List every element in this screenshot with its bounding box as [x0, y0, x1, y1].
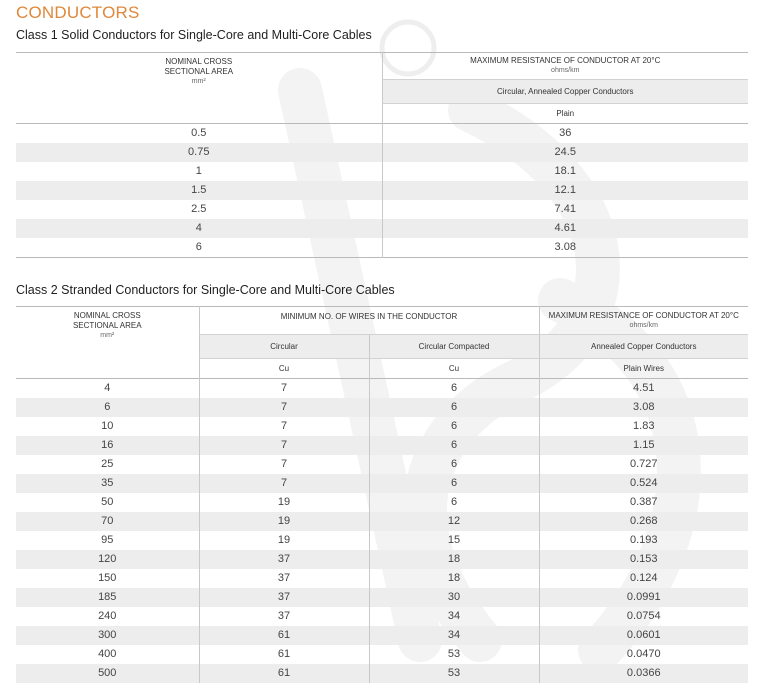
class2-cell-compacted-wires: 12: [369, 512, 539, 531]
class2-table-body: [16, 379, 748, 684]
class2-cell-resistance: 0.727: [539, 455, 748, 474]
class2-cell-resistance: 3.08: [539, 398, 748, 417]
class1-finish-header: Plain: [382, 104, 748, 124]
class2-cell-resistance: 0.0601: [539, 626, 748, 645]
class2-cell-resistance: 4.51: [539, 379, 748, 399]
class2-table-row: [16, 626, 748, 645]
class2-cell-area: 6: [16, 398, 199, 417]
class2-finish-header: Plain Wires: [539, 359, 748, 379]
class2-resistance-header: [539, 307, 748, 335]
class1-cell-area: 1.5: [16, 181, 382, 200]
class2-cu-header-compacted: Cu: [369, 359, 539, 379]
class2-min-wires-header: MINIMUM NO. OF WIRES IN THE CONDUCTOR: [199, 307, 539, 335]
class2-cell-resistance: 0.387: [539, 493, 748, 512]
class2-circular-header: Circular: [199, 335, 369, 359]
class1-cell-resistance: 24.5: [382, 143, 748, 162]
class2-cell-compacted-wires: 30: [369, 588, 539, 607]
class2-cell-compacted-wires: 15: [369, 531, 539, 550]
class2-table-row: [16, 379, 748, 399]
class1-cell-area: 1: [195, 165, 202, 177]
class2-cell-area: 4: [104, 382, 111, 394]
class2-circular-compacted-header: Circular Compacted: [369, 335, 539, 359]
class1-title: Class 1 Solid Conductors for Single-Core and Multi-Core Cables: [16, 28, 372, 42]
class2-table-row: [16, 607, 748, 626]
class1-cell-resistance: 7.41: [382, 200, 748, 219]
class2-cell-circular-wires: 7: [199, 474, 369, 493]
class1-cell-resistance: 18.1: [382, 162, 748, 181]
class2-cell-circular-wires: 61: [199, 626, 369, 645]
class2-cell-compacted-wires: 6: [369, 379, 539, 399]
page-title: CONDUCTORS: [16, 3, 140, 22]
class2-cell-circular-wires: 7: [199, 379, 369, 399]
class2-table-row: [16, 493, 748, 512]
class1-table-row: [16, 143, 748, 162]
class2-title: Class 2 Stranded Conductors for Single-Core and Multi-Core Cables: [16, 283, 395, 297]
class2-table: [16, 306, 748, 683]
class2-cu-header-circular: Cu: [199, 359, 369, 379]
class2-cell-area: 120: [16, 550, 199, 569]
class2-resistance-header-label: MAXIMUM RESISTANCE OF CONDUCTOR AT 20°C: [548, 310, 739, 320]
class1-cell-resistance: 4.61: [382, 219, 748, 238]
class2-cell-area: 50: [101, 496, 114, 508]
class2-cell-area: 95: [101, 534, 114, 546]
class1-table-row: [16, 200, 748, 219]
class2-cell-compacted-wires: 6: [369, 436, 539, 455]
class2-table-row: [16, 531, 748, 550]
class2-cell-area: 185: [16, 588, 199, 607]
class1-table-row: [16, 219, 748, 238]
class2-cell-resistance: 0.0991: [539, 588, 748, 607]
class2-cell-area: 150: [98, 572, 117, 584]
class2-area-header: [16, 307, 199, 379]
class2-cell-circular-wires: 37: [199, 607, 369, 626]
class2-cell-circular-wires: 7: [199, 455, 369, 474]
class2-cell-resistance: 0.153: [539, 550, 748, 569]
class2-cell-resistance: 1.83: [539, 417, 748, 436]
class2-cell-resistance: 0.124: [539, 569, 748, 588]
class2-cell-area: 16: [16, 436, 199, 455]
class2-cell-circular-wires: 61: [199, 645, 369, 664]
class2-table-row: [16, 512, 748, 531]
class1-table: [16, 52, 748, 258]
class2-area-unit: mm²: [100, 332, 115, 339]
class1-cell-area: 0.5: [191, 127, 207, 139]
class2-cell-compacted-wires: 6: [369, 474, 539, 493]
class2-table-row: [16, 417, 748, 436]
class2-cell-compacted-wires: 34: [369, 626, 539, 645]
class2-cell-circular-wires: 7: [199, 436, 369, 455]
class2-cell-resistance: 0.0366: [539, 664, 748, 683]
class2-table-row: [16, 398, 748, 417]
class1-cell-resistance: 36: [382, 124, 748, 144]
class2-cell-resistance: 0.193: [539, 531, 748, 550]
class1-resistance-header-label: MAXIMUM RESISTANCE OF CONDUCTOR AT 20°C: [470, 56, 661, 65]
class2-cell-compacted-wires: 6: [369, 398, 539, 417]
class2-cell-resistance: 0.0470: [539, 645, 748, 664]
class2-table-row: [16, 588, 748, 607]
class2-cell-area: 500: [16, 664, 199, 683]
class2-cell-area: 240: [98, 610, 117, 622]
class2-cell-circular-wires: 19: [199, 531, 369, 550]
class1-area-header: [16, 53, 382, 124]
class2-cell-compacted-wires: 18: [369, 550, 539, 569]
class1-cell-resistance: 3.08: [382, 238, 748, 258]
class2-cell-compacted-wires: 6: [369, 455, 539, 474]
class1-resistance-unit: ohms/km: [551, 67, 580, 74]
class1-table-row: [16, 124, 748, 144]
class2-cell-circular-wires: 61: [199, 664, 369, 683]
class2-cell-circular-wires: 7: [199, 417, 369, 436]
class2-table-row: [16, 455, 748, 474]
class1-conductor-type-header: Circular, Annealed Copper Conductors: [382, 80, 748, 104]
class2-area-header-label: NOMINAL CROSS SECTIONAL AREA: [72, 311, 142, 330]
class2-cell-compacted-wires: 53: [369, 645, 539, 664]
class2-cell-compacted-wires: 34: [369, 607, 539, 626]
class2-cell-circular-wires: 37: [199, 550, 369, 569]
class2-cell-resistance: 0.268: [539, 512, 748, 531]
class2-cell-circular-wires: 37: [199, 588, 369, 607]
class2-cell-area: 35: [16, 474, 199, 493]
class1-area-header-label: NOMINAL CROSS SECTIONAL AREA: [164, 57, 234, 76]
class2-cell-area: 70: [16, 512, 199, 531]
class2-table-row: [16, 474, 748, 493]
class2-cell-compacted-wires: 18: [369, 569, 539, 588]
class2-cell-area: 10: [101, 420, 114, 432]
class1-cell-area: 6: [195, 241, 202, 253]
class2-table-row: [16, 645, 748, 664]
class2-cell-area: 25: [101, 458, 114, 470]
class2-conductor-type-header: Annealed Copper Conductors: [539, 335, 748, 359]
class2-cell-compacted-wires: 53: [369, 664, 539, 683]
class2-table-row: [16, 436, 748, 455]
class2-cell-resistance: 0.524: [539, 474, 748, 493]
class2-table-row: [16, 664, 748, 683]
class1-area-unit: mm²: [191, 78, 206, 85]
class2-cell-compacted-wires: 6: [369, 493, 539, 512]
class2-cell-compacted-wires: 6: [369, 417, 539, 436]
class1-table-row: [16, 238, 748, 258]
class2-table-row: [16, 569, 748, 588]
class2-cell-resistance: 0.0754: [539, 607, 748, 626]
class2-cell-resistance: 1.15: [539, 436, 748, 455]
class2-cell-circular-wires: 19: [199, 512, 369, 531]
class2-cell-circular-wires: 37: [199, 569, 369, 588]
class2-table-row: [16, 550, 748, 569]
class1-cell-resistance: 12.1: [382, 181, 748, 200]
class2-resistance-unit: ohms/km: [629, 321, 658, 329]
class1-table-row: [16, 181, 748, 200]
class1-table-row: [16, 162, 748, 181]
class1-cell-area: 0.75: [16, 143, 382, 162]
class2-cell-area: 300: [16, 626, 199, 645]
class1-cell-area: 4: [16, 219, 382, 238]
class1-resistance-header: [382, 53, 748, 80]
class2-cell-circular-wires: 7: [199, 398, 369, 417]
class2-cell-circular-wires: 19: [199, 493, 369, 512]
class2-cell-area: 400: [98, 648, 117, 660]
class1-cell-area: 2.5: [191, 203, 207, 215]
class1-table-body: [16, 124, 748, 258]
